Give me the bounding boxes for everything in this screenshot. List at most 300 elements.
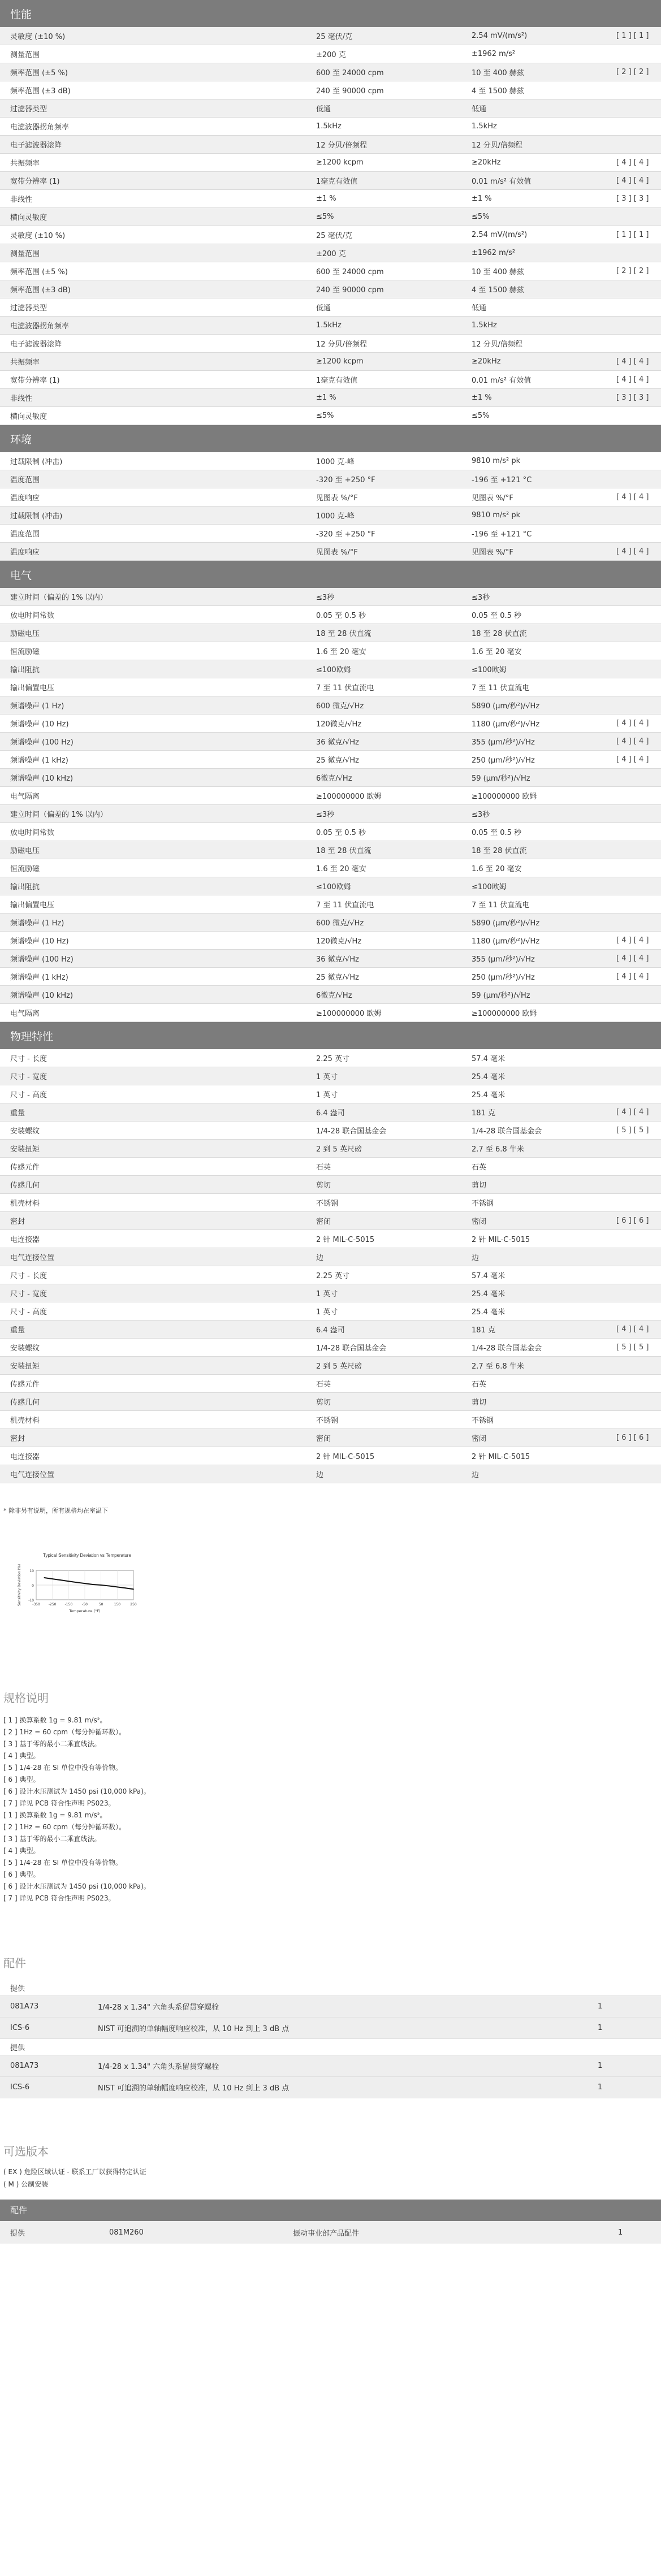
spec-name: 励磁电压	[0, 841, 306, 859]
spec-name: 密封	[0, 1429, 306, 1447]
spec-name: 传感几何	[0, 1393, 306, 1411]
spec-value-si: 0.01 m/s² 有效值	[461, 172, 612, 190]
spec-value-si: 0.05 至 0.5 秒	[461, 823, 612, 841]
spec-name: 频谱噪声 (1 Hz)	[0, 696, 306, 715]
spec-name: 测量范围	[0, 244, 306, 262]
spec-name: 电子滤波器滚降	[0, 335, 306, 353]
spec-name: 机壳材料	[0, 1411, 306, 1429]
spec-footnote-ref	[612, 606, 661, 624]
footnote-item: [ 6 ] 设计水压测试为 1450 psi (10,000 kPa)。	[3, 1882, 150, 1890]
spec-value-english: 低通	[306, 298, 461, 317]
spec-footnote-ref: [ 3 ] [ 3 ]	[612, 190, 661, 208]
spec-value-english: 25 毫伏/克	[306, 226, 461, 244]
y-tick-label: 10	[29, 1569, 34, 1573]
spec-value-english: 0.05 至 0.5 秒	[306, 823, 461, 841]
spec-value-si: 25.4 毫米	[461, 1067, 612, 1085]
spec-value-english: 1 英寸	[306, 1302, 461, 1321]
spec-value-english: 600 至 24000 cpm	[306, 262, 461, 280]
spec-name: 安装扭矩	[0, 1357, 306, 1375]
accessory-qty: 1	[608, 2221, 661, 2244]
table-row	[0, 525, 661, 543]
table-row	[0, 1067, 661, 1085]
table-row	[0, 1357, 661, 1375]
spec-value-english: 2 针 MIL-C-5015	[306, 1230, 461, 1248]
spec-value-si: 1180 (μm/秒²)/√Hz	[461, 932, 612, 950]
spec-value-si: 边	[461, 1465, 612, 1483]
spec-value-english: ±1 %	[306, 190, 461, 208]
options-accessory-table	[0, 2221, 661, 2244]
data-point	[76, 1582, 77, 1583]
spec-footnote-ref	[612, 81, 661, 99]
table-row	[0, 932, 661, 950]
spec-value-english: 600 微克/√Hz	[306, 696, 461, 715]
table-row	[0, 208, 661, 226]
spec-value-si: ≥20kHz	[461, 353, 612, 371]
x-tick-label: -150	[64, 1603, 73, 1607]
spec-value-english: 18 至 28 伏直流	[306, 841, 461, 859]
option-item: ( M ) 公制安装	[3, 2180, 49, 2188]
spec-name: 电气隔离	[0, 1004, 306, 1022]
section-title: 物理特性	[0, 1022, 661, 1050]
spec-value-si: 181 克	[461, 1321, 612, 1339]
spec-value-si: 10 至 400 赫兹	[461, 63, 612, 81]
table-row	[0, 1140, 661, 1158]
accessory-qty: 1	[587, 2077, 661, 2098]
option-item: ( EX ) 危险区域认证 - 联系工厂以获得特定认证	[3, 2168, 146, 2176]
spec-value-english: 12 分贝/倍频程	[306, 335, 461, 353]
table-row	[0, 1122, 661, 1140]
spec-value-english: 不锈钢	[306, 1411, 461, 1429]
y-tick-label: -10	[28, 1599, 34, 1603]
spec-name: 传感元件	[0, 1158, 306, 1176]
data-point	[68, 1581, 69, 1582]
spec-value-english: ≥1200 kcpm	[306, 154, 461, 172]
spec-value-english: ≤5%	[306, 407, 461, 425]
spec-value-english: 边	[306, 1248, 461, 1266]
spec-footnote-ref	[612, 280, 661, 298]
spec-value-si: 12 分贝/倍频程	[461, 136, 612, 154]
spec-name: 传感元件	[0, 1375, 306, 1393]
spec-footnote-ref	[612, 1230, 661, 1248]
section-header	[0, 561, 661, 588]
table-row	[0, 190, 661, 208]
spec-name: 尺寸 - 高度	[0, 1085, 306, 1103]
accessory-model[interactable]: 081M260	[99, 2221, 283, 2244]
spec-name: 输出偏置电压	[0, 678, 306, 696]
spec-value-english: 7 至 11 伏直流电	[306, 895, 461, 913]
spec-value-si: 不锈钢	[461, 1194, 612, 1212]
spec-name: 频谱噪声 (10 Hz)	[0, 932, 306, 950]
accessory-model[interactable]: 081A73	[0, 1996, 88, 2017]
spec-value-english: 2 到 5 英尺磅	[306, 1357, 461, 1375]
spec-footnote-ref	[612, 1194, 661, 1212]
spec-value-si: ≤3秒	[461, 588, 612, 606]
table-row	[0, 389, 661, 407]
spec-value-si: 2.7 至 6.8 牛米	[461, 1357, 612, 1375]
table-row	[0, 371, 661, 389]
spec-name: 频率范围 (±5 %)	[0, 63, 306, 81]
spec-value-english: 120微克/√Hz	[306, 715, 461, 733]
table-row	[0, 1103, 661, 1122]
spec-footnote-ref	[612, 986, 661, 1004]
spec-footnote-ref	[612, 1158, 661, 1176]
table-row	[0, 262, 661, 280]
spec-footnote-ref	[612, 1176, 661, 1194]
spec-name: 电滤波器拐角频率	[0, 118, 306, 136]
spec-name: 重量	[0, 1103, 306, 1122]
spec-footnote-ref: [ 4 ] [ 4 ]	[612, 154, 661, 172]
accessory-model[interactable]: 081A73	[0, 2055, 88, 2077]
data-point	[92, 1584, 93, 1585]
spec-value-english: 低通	[306, 99, 461, 118]
accessory-qty: 1	[587, 2055, 661, 2077]
spec-value-si: 59 (μm/秒²)/√Hz	[461, 769, 612, 787]
spec-value-english: 240 至 90000 cpm	[306, 81, 461, 99]
table-row	[0, 27, 661, 45]
spec-name: 输出阻抗	[0, 877, 306, 895]
spec-value-si: 0.01 m/s² 有效值	[461, 371, 612, 389]
spec-name: 尺寸 - 宽度	[0, 1284, 306, 1302]
spec-footnote-ref	[612, 1140, 661, 1158]
spec-value-si: 9810 m/s² pk	[461, 452, 612, 470]
spec-value-english: 7 至 11 伏直流电	[306, 678, 461, 696]
footnote-item: [ 2 ] 1Hz = 60 cpm（每分钟循环数）。	[3, 1728, 126, 1736]
spec-name: 频谱噪声 (100 Hz)	[0, 733, 306, 751]
spec-value-english: 120微克/√Hz	[306, 932, 461, 950]
spec-value-english: -320 至 +250 °F	[306, 470, 461, 488]
spec-footnote-ref	[612, 588, 661, 606]
spec-value-english: 25 毫伏/克	[306, 27, 461, 45]
spec-value-english: 600 微克/√Hz	[306, 913, 461, 932]
spec-footnote-ref	[612, 841, 661, 859]
spec-footnote-ref: [ 4 ] [ 4 ]	[612, 1321, 661, 1339]
spec-footnote-ref	[612, 525, 661, 543]
spec-footnote-ref: [ 4 ] [ 4 ]	[612, 172, 661, 190]
table-row	[0, 154, 661, 172]
footnote-item: [ 2 ] 1Hz = 60 cpm（每分钟循环数）。	[3, 1823, 126, 1831]
spec-name: 放电时间常数	[0, 606, 306, 624]
footnote-item: [ 6 ] 设计水压测试为 1450 psi (10,000 kPa)。	[3, 1787, 150, 1795]
spec-value-si: 59 (μm/秒²)/√Hz	[461, 986, 612, 1004]
spec-footnote-ref	[612, 244, 661, 262]
section-title: 环境	[0, 425, 661, 453]
spec-name: 过载限制 (冲击)	[0, 452, 306, 470]
table-row	[0, 588, 661, 606]
spec-value-english: 1/4-28 联合国基金会	[306, 1122, 461, 1140]
spec-footnote-ref	[612, 99, 661, 118]
spec-value-english: 600 至 24000 cpm	[306, 63, 461, 81]
table-row	[0, 1339, 661, 1357]
spec-footnote-ref: [ 1 ] [ 1 ]	[612, 27, 661, 45]
spec-name: 尺寸 - 宽度	[0, 1067, 306, 1085]
spec-footnote-ref	[612, 1357, 661, 1375]
data-point	[133, 1588, 134, 1590]
data-point	[116, 1586, 118, 1587]
chart-svg	[3, 1548, 162, 1655]
spec-value-english: 1000 克-峰	[306, 506, 461, 525]
spec-footnote-ref: [ 4 ] [ 4 ]	[612, 751, 661, 769]
spec-value-si: 57.4 毫米	[461, 1049, 612, 1067]
spec-value-english: 36 微克/√Hz	[306, 733, 461, 751]
section-title: 性能	[0, 0, 661, 27]
accessory-desc: 1/4-28 x 1.34" 六角头系留贯穿螺栓	[88, 2055, 587, 2077]
spec-value-si: 低通	[461, 298, 612, 317]
accessories-title: 配件	[3, 1956, 26, 1970]
options-list	[3, 2166, 661, 2190]
room-temp-note: * 除非另有说明，所有规格均在室温下	[3, 1507, 108, 1514]
footnotes-title: 规格说明	[3, 1691, 49, 1705]
spec-name: 非线性	[0, 190, 306, 208]
spec-footnote-ref	[612, 859, 661, 877]
spec-value-english: 6微克/√Hz	[306, 986, 461, 1004]
spec-footnote-ref: [ 4 ] [ 4 ]	[612, 715, 661, 733]
spec-value-si: 石英	[461, 1375, 612, 1393]
spec-value-english: ±200 克	[306, 45, 461, 63]
spec-footnote-ref: [ 4 ] [ 4 ]	[612, 733, 661, 751]
spec-value-si: 355 (μm/秒²)/√Hz	[461, 733, 612, 751]
table-row	[0, 452, 661, 470]
table-row	[0, 877, 661, 895]
spec-value-si: 12 分贝/倍频程	[461, 335, 612, 353]
table-row	[0, 99, 661, 118]
spec-value-si: 1.5kHz	[461, 118, 612, 136]
table-row	[0, 1465, 661, 1483]
spec-value-si: 石英	[461, 1158, 612, 1176]
spec-footnote-ref	[612, 660, 661, 678]
spec-name: 尺寸 - 长度	[0, 1266, 306, 1284]
spec-name: 电气连接位置	[0, 1465, 306, 1483]
spec-value-english: 1.5kHz	[306, 118, 461, 136]
table-row	[0, 226, 661, 244]
spec-value-si: 355 (μm/秒²)/√Hz	[461, 950, 612, 968]
footnote-item: [ 6 ] 典型。	[3, 1871, 40, 1878]
accessory-model[interactable]: ICS-6	[0, 2077, 88, 2098]
spec-name: 过载限制 (冲击)	[0, 506, 306, 525]
spec-name: 电子滤波器滚降	[0, 136, 306, 154]
y-tick-label: 0	[32, 1584, 34, 1588]
table-row	[0, 1266, 661, 1284]
spec-value-si: ≤5%	[461, 208, 612, 226]
x-tick-label: 250	[130, 1603, 137, 1607]
spec-footnote-ref	[612, 769, 661, 787]
spec-value-english: 石英	[306, 1158, 461, 1176]
footnote-item: [ 3 ] 基于零的最小二乘直线法。	[3, 1740, 101, 1748]
spec-name: 频率范围 (±5 %)	[0, 262, 306, 280]
spec-value-english: 6.4 盎司	[306, 1321, 461, 1339]
spec-value-si: 5890 (μm/秒²)/√Hz	[461, 696, 612, 715]
table-row	[0, 2017, 661, 2039]
spec-name: 过滤器类型	[0, 99, 306, 118]
spec-value-english: ≤100欧姆	[306, 877, 461, 895]
table-row	[0, 823, 661, 841]
spec-name: 频谱噪声 (100 Hz)	[0, 950, 306, 968]
spec-footnote-ref	[612, 208, 661, 226]
spec-name: 过滤器类型	[0, 298, 306, 317]
spec-footnote-ref	[612, 1411, 661, 1429]
spec-name: 温度响应	[0, 543, 306, 561]
spec-value-english: 见图表 %/°F	[306, 543, 461, 561]
spec-value-english: ≤3秒	[306, 805, 461, 823]
spec-value-si: ≥100000000 欧姆	[461, 787, 612, 805]
spec-value-si: 1.6 至 20 毫安	[461, 642, 612, 660]
spec-value-english: 25 微克/√Hz	[306, 968, 461, 986]
spec-name: 频谱噪声 (10 kHz)	[0, 986, 306, 1004]
footnote-item: [ 3 ] 基于零的最小二乘直线法。	[3, 1835, 101, 1843]
spec-value-si: 2 针 MIL-C-5015	[461, 1230, 612, 1248]
spec-value-si: 7 至 11 伏直流电	[461, 678, 612, 696]
spec-value-english: 1.6 至 20 毫安	[306, 859, 461, 877]
spec-name: 温度范围	[0, 525, 306, 543]
table-row	[0, 81, 661, 99]
table-row	[0, 488, 661, 506]
spec-footnote-ref	[612, 1085, 661, 1103]
spec-name: 温度响应	[0, 488, 306, 506]
spec-value-si: 25.4 毫米	[461, 1302, 612, 1321]
table-row	[0, 950, 661, 968]
spec-name: 重量	[0, 1321, 306, 1339]
spec-name: 频谱噪声 (1 kHz)	[0, 968, 306, 986]
data-point	[84, 1583, 85, 1584]
spec-name: 安装螺纹	[0, 1339, 306, 1357]
spec-footnote-ref	[612, 335, 661, 353]
table-row	[0, 2221, 661, 2244]
spec-value-si: ≥20kHz	[461, 154, 612, 172]
spec-name: 横向灵敏度	[0, 407, 306, 425]
spec-name: 励磁电压	[0, 624, 306, 642]
spec-value-si: 181 克	[461, 1103, 612, 1122]
accessory-desc: 振动事业部产品配件	[283, 2221, 608, 2244]
footnote-item: [ 4 ] 典型。	[3, 1752, 40, 1760]
data-point	[125, 1587, 126, 1588]
spec-name: 电连接器	[0, 1230, 306, 1248]
spec-value-si: ≤100欧姆	[461, 877, 612, 895]
spec-value-english: 6微克/√Hz	[306, 769, 461, 787]
spec-value-si: ±1 %	[461, 389, 612, 407]
accessory-desc: NIST 可追溯的单轴幅度响应校准，从 10 Hz 到上 3 dB 点	[88, 2077, 587, 2098]
spec-footnote-ref	[612, 1049, 661, 1067]
data-point	[101, 1584, 102, 1586]
spec-value-si: ≥100000000 欧姆	[461, 1004, 612, 1022]
spec-value-si: 低通	[461, 99, 612, 118]
table-row	[0, 1284, 661, 1302]
table-row	[0, 118, 661, 136]
spec-footnote-ref: [ 4 ] [ 4 ]	[612, 932, 661, 950]
spec-footnote-ref: [ 5 ] [ 5 ]	[612, 1339, 661, 1357]
spec-name: 输出偏置电压	[0, 895, 306, 913]
spec-value-si: 1/4-28 联合国基金会	[461, 1339, 612, 1357]
spec-footnote-ref	[612, 696, 661, 715]
section-header	[0, 1022, 661, 1050]
table-row	[0, 968, 661, 986]
spec-footnote-ref	[612, 678, 661, 696]
spec-value-english: 1毫克有效值	[306, 172, 461, 190]
table-row	[0, 1049, 661, 1067]
spec-value-english: 1.6 至 20 毫安	[306, 642, 461, 660]
table-row	[0, 335, 661, 353]
spec-name: 共振频率	[0, 154, 306, 172]
spec-name: 安装螺纹	[0, 1122, 306, 1140]
spec-footnote-ref	[612, 298, 661, 317]
spec-footnote-ref: [ 4 ] [ 4 ]	[612, 353, 661, 371]
spec-footnote-ref	[612, 136, 661, 154]
spec-name: 共振频率	[0, 353, 306, 371]
spec-value-english: 2 针 MIL-C-5015	[306, 1447, 461, 1465]
accessory-group	[0, 1980, 661, 1996]
spec-name: 尺寸 - 长度	[0, 1049, 306, 1067]
table-row	[0, 841, 661, 859]
spec-value-english: ≥100000000 欧姆	[306, 1004, 461, 1022]
section-header	[0, 425, 661, 453]
x-tick-label: -250	[48, 1603, 57, 1607]
table-row	[0, 1194, 661, 1212]
spec-value-english: 12 分贝/倍频程	[306, 136, 461, 154]
table-row	[0, 470, 661, 488]
spec-name: 频谱噪声 (10 Hz)	[0, 715, 306, 733]
table-row	[0, 787, 661, 805]
spec-value-si: 1.6 至 20 毫安	[461, 859, 612, 877]
spec-name: 频谱噪声 (10 kHz)	[0, 769, 306, 787]
spec-value-si: ±1962 m/s²	[461, 45, 612, 63]
table-row	[0, 353, 661, 371]
options-title: 可选版本	[3, 2145, 49, 2158]
spec-name: 密封	[0, 1212, 306, 1230]
table-row	[0, 1393, 661, 1411]
data-point	[44, 1577, 45, 1578]
spec-value-english: ≥1200 kcpm	[306, 353, 461, 371]
spec-value-english: 240 至 90000 cpm	[306, 280, 461, 298]
table-row	[0, 280, 661, 298]
spec-value-si: 4 至 1500 赫兹	[461, 81, 612, 99]
accessory-desc: 1/4-28 x 1.34" 六角头系留贯穿螺栓	[88, 1996, 587, 2017]
spec-footnote-ref	[612, 642, 661, 660]
spec-value-english: 6.4 盎司	[306, 1103, 461, 1122]
spec-value-si: -196 至 +121 °C	[461, 470, 612, 488]
spec-footnote-ref: [ 2 ] [ 2 ]	[612, 63, 661, 81]
spec-value-si: ≤5%	[461, 407, 612, 425]
spec-value-si: 10 至 400 赫兹	[461, 262, 612, 280]
spec-name: 横向灵敏度	[0, 208, 306, 226]
spec-footnote-ref	[612, 1284, 661, 1302]
spec-value-english: ±1 %	[306, 389, 461, 407]
spec-value-english: -320 至 +250 °F	[306, 525, 461, 543]
x-tick-label: -350	[32, 1603, 40, 1607]
spec-value-si: 2.7 至 6.8 牛米	[461, 1140, 612, 1158]
x-axis-label: Temperature (°F)	[69, 1609, 101, 1613]
spec-name: 频率范围 (±3 dB)	[0, 81, 306, 99]
spec-footnote-ref: [ 4 ] [ 4 ]	[612, 371, 661, 389]
spec-value-si: ≤3秒	[461, 805, 612, 823]
spec-value-english: 见图表 %/°F	[306, 488, 461, 506]
spec-value-english: 2.25 英寸	[306, 1049, 461, 1067]
table-row	[0, 660, 661, 678]
footnote-item: [ 5 ] 1/4-28 在 SI 单位中没有等价物。	[3, 1859, 122, 1867]
data-point	[52, 1578, 53, 1579]
accessory-model[interactable]: ICS-6	[0, 2017, 88, 2039]
footnote-item: [ 1 ] 换算系数 1g = 9.81 m/s²。	[3, 1716, 107, 1724]
section-title: 电气	[0, 561, 661, 588]
spec-name: 宽带分辨率 (1)	[0, 371, 306, 389]
spec-footnote-ref	[612, 1375, 661, 1393]
spec-value-english: 2.25 英寸	[306, 1266, 461, 1284]
spec-value-english: 25 微克/√Hz	[306, 751, 461, 769]
table-row	[0, 244, 661, 262]
spec-value-si: 18 至 28 伏直流	[461, 624, 612, 642]
spec-value-english: ±200 克	[306, 244, 461, 262]
spec-value-english: 1毫克有效值	[306, 371, 461, 389]
spec-footnote-ref: [ 4 ] [ 4 ]	[612, 1103, 661, 1122]
spec-value-si: 57.4 毫米	[461, 1266, 612, 1284]
spec-value-english: 石英	[306, 1375, 461, 1393]
